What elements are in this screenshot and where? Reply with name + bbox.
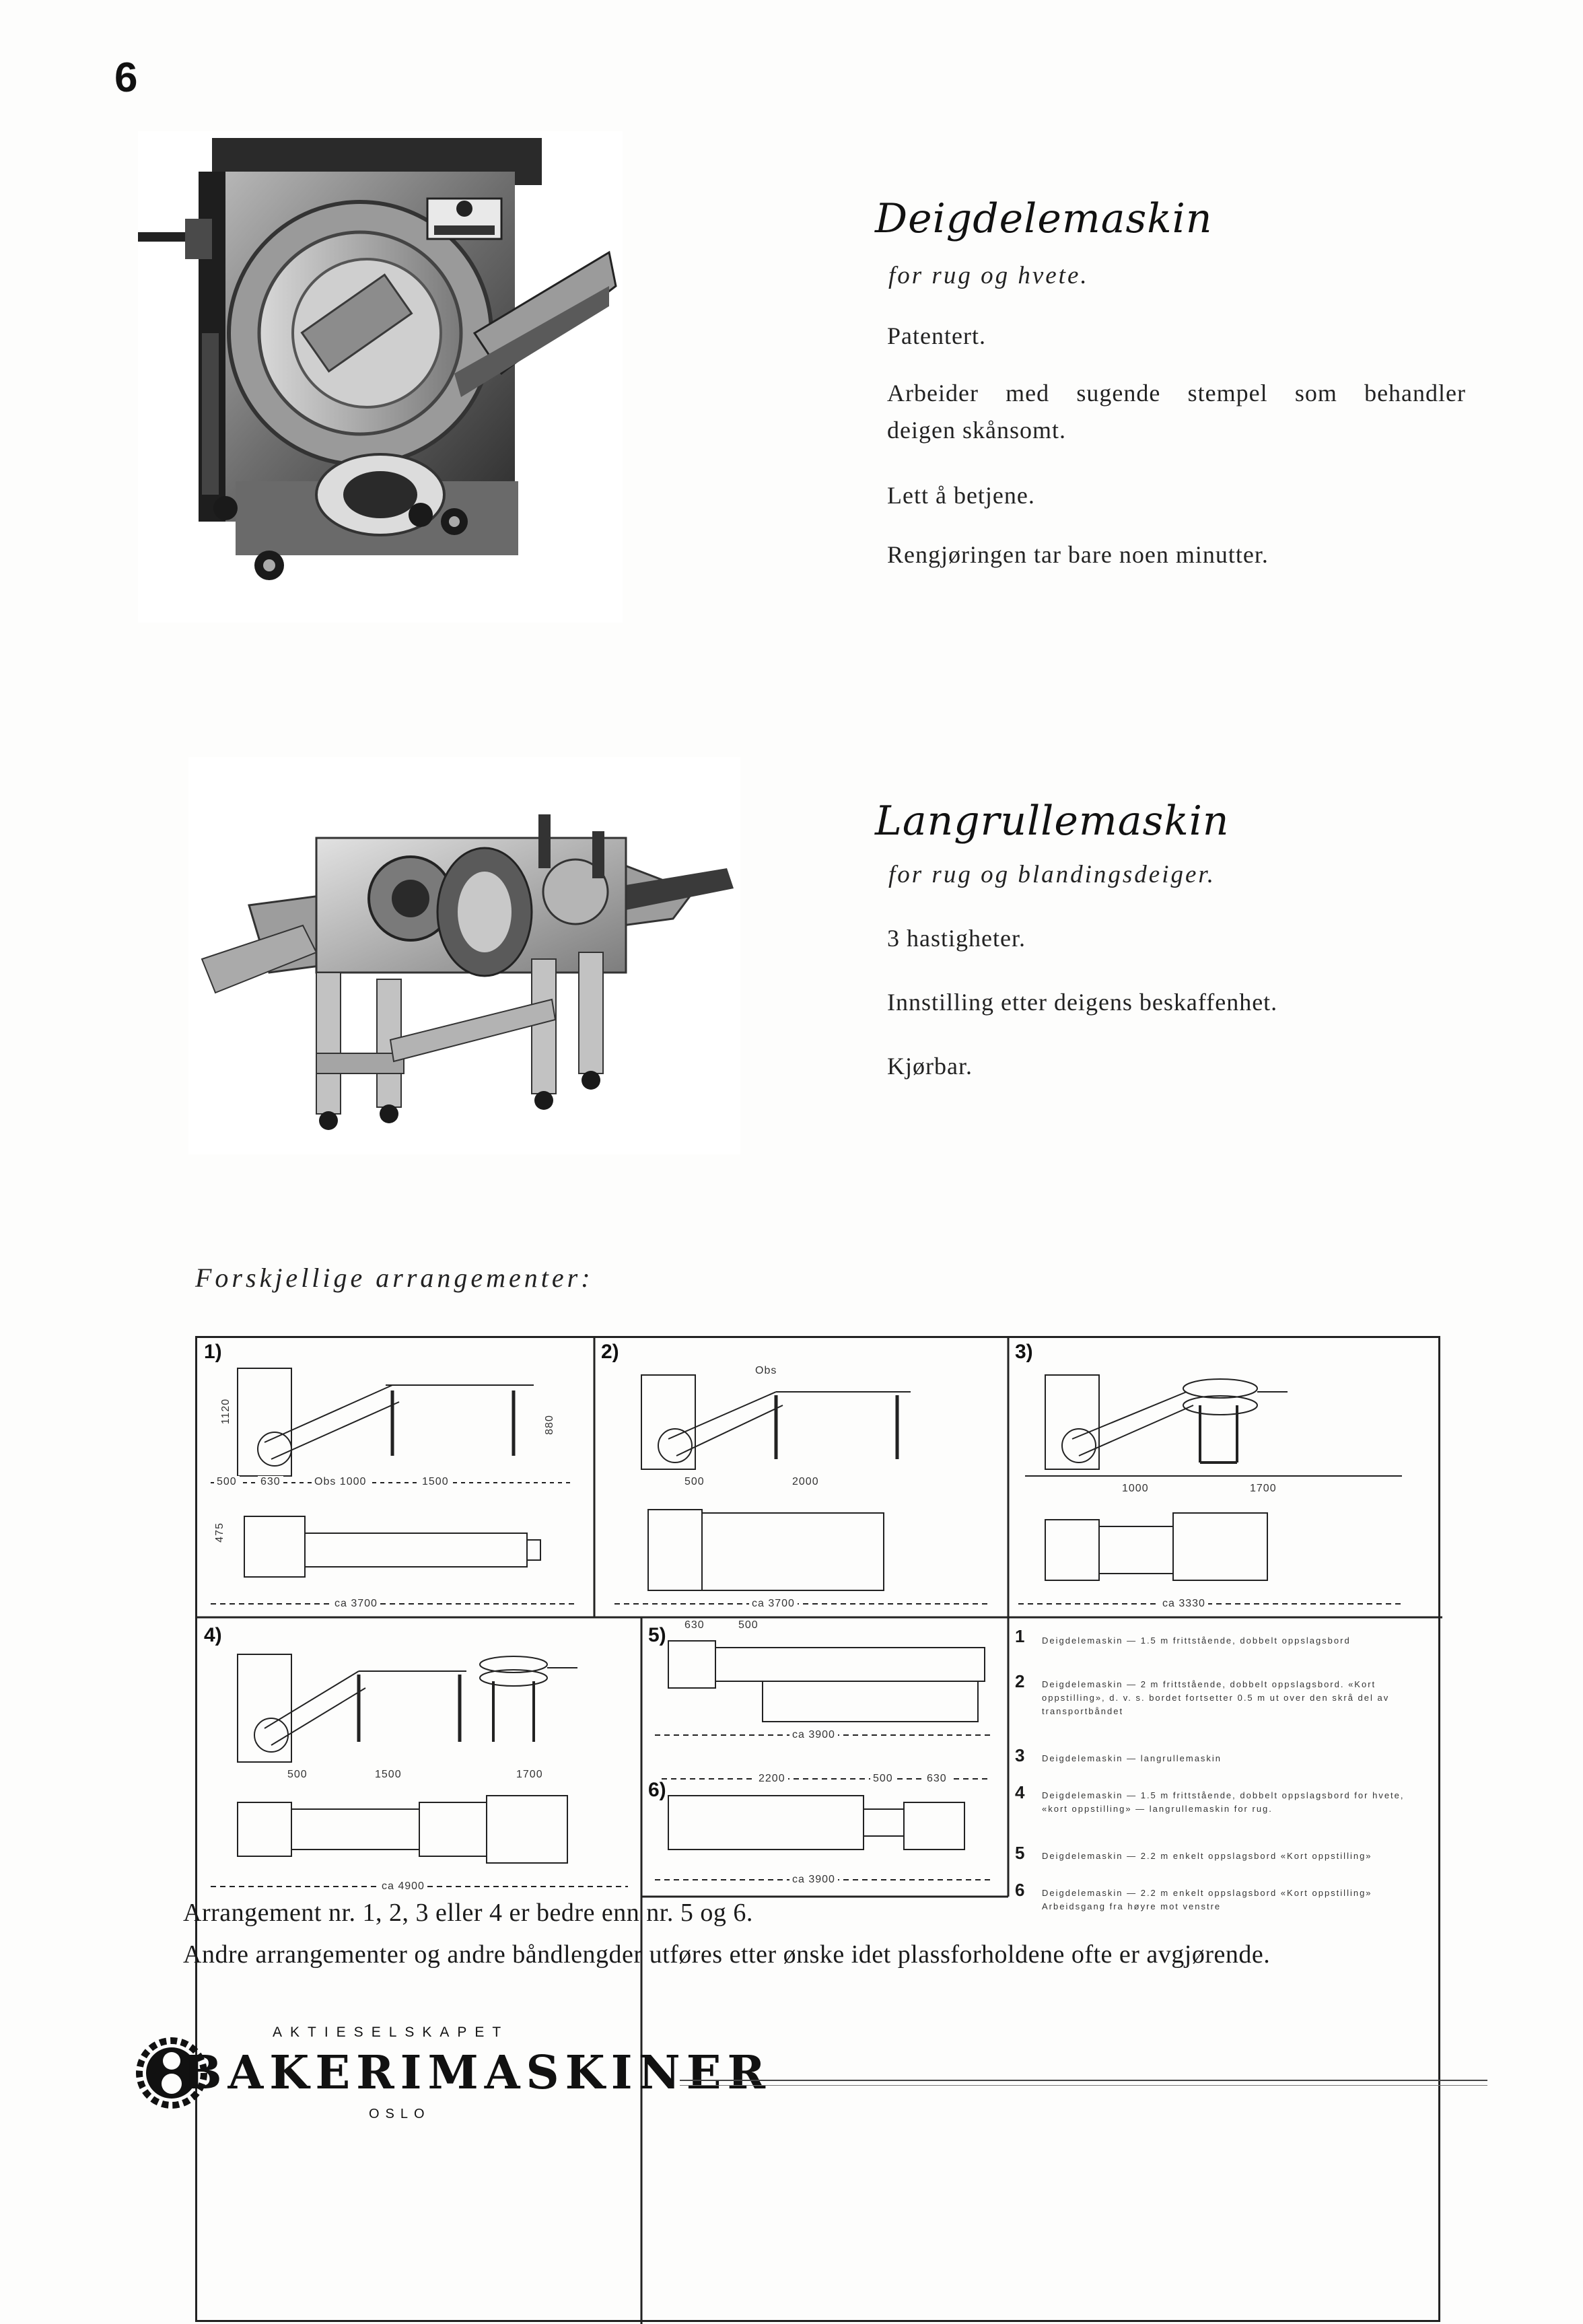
- legend-number: 5: [1015, 1843, 1025, 1863]
- feature-line: deigen skånsomt.: [887, 417, 1066, 444]
- feature-line: Lett å betjene.: [887, 482, 1035, 509]
- arrangement-2-drawing: [614, 1375, 991, 1604]
- product-subtitle-divider: for rug og hvete.: [888, 262, 1089, 289]
- arrangement-5-label: 5): [648, 1624, 666, 1646]
- feature-line: Rengjøringen tar bare noen minutter.: [887, 541, 1269, 568]
- dimension-label: 475: [214, 1520, 226, 1545]
- arrangements-diagram: [195, 1336, 1440, 2322]
- dimension-label: 1500: [419, 1476, 452, 1488]
- dimension-label: 1000: [1119, 1483, 1152, 1495]
- legend-number: 1: [1015, 1626, 1025, 1646]
- dough-divider-photo: [138, 131, 623, 623]
- product-title-roller: Langrullemaskin: [875, 798, 1230, 845]
- company-prefix: AKTIESELSKAPET: [273, 2024, 509, 2040]
- product-subtitle-roller: for rug og blandingsdeiger.: [888, 861, 1216, 888]
- product-title-divider: Deigdelemaskin: [875, 195, 1213, 242]
- legend-text: Deigdelemaskin — 1.5 m frittstående, dobbelt oppslagsbord for hvete, «kort oppstilling» — langrullemaskin for rug.: [1042, 1790, 1405, 1815]
- dimension-label: 500: [736, 1619, 761, 1631]
- legend-text: Deigdelemaskin — langrullemaskin: [1042, 1753, 1222, 1763]
- legend-number: 4: [1015, 1782, 1025, 1802]
- arrangement-4-drawing: [211, 1654, 628, 1887]
- feature-line: Arbeider med sugende stempel som behandler: [887, 380, 1466, 407]
- dimension-label: 500: [285, 1769, 310, 1781]
- arrangement-1-label: 1): [204, 1341, 222, 1363]
- dimension-label: ca 3330: [1160, 1598, 1208, 1610]
- dimension-label: 500: [870, 1773, 896, 1785]
- arrangement-3-label: 3): [1015, 1341, 1033, 1363]
- arrangement-3-drawing: [1018, 1375, 1402, 1604]
- page-number: 6: [114, 55, 138, 101]
- dimension-label: 1700: [1247, 1483, 1279, 1495]
- dimension-label: 1700: [514, 1769, 546, 1781]
- arrangements-heading: Forskjellige arrangementer:: [195, 1263, 594, 1293]
- dimension-label: 2200: [756, 1773, 788, 1785]
- arrangement-note: Arrangement nr. 1, 2, 3 eller 4 er bedre enn nr. 5 og 6.: [183, 1899, 753, 1927]
- arrangement-6-drawing: [655, 1779, 991, 1880]
- dimension-label: Obs 1000: [312, 1476, 369, 1488]
- legend-text: Deigdelemaskin — 2.2 m enkelt oppslagsbord «Kort oppstilling»: [1042, 1851, 1372, 1861]
- dimension-label: 880: [544, 1412, 556, 1438]
- arrangement-2-label: 2): [601, 1341, 619, 1363]
- legend-text: Deigdelemaskin — 1.5 m frittstående, dobbelt oppslagsbord: [1042, 1635, 1351, 1646]
- dimension-label: ca 4900: [379, 1880, 427, 1893]
- feature-line: Patentert.: [887, 322, 986, 349]
- arrangement-4-label: 4): [204, 1624, 222, 1646]
- arrangement-5-drawing: [655, 1641, 991, 1735]
- dimension-label: Obs: [752, 1365, 779, 1377]
- dimension-label: 500: [214, 1476, 240, 1488]
- dimension-label: 2000: [789, 1476, 822, 1488]
- dimension-label: 630: [682, 1619, 707, 1631]
- dimension-label: ca 3700: [749, 1598, 798, 1610]
- arrangement-note: Andre arrangementer og andre båndlengder utføres etter ønske idet plassforholdene ofte er avgjørende.: [183, 1940, 1271, 1969]
- dimension-label: ca 3900: [789, 1874, 838, 1886]
- dimension-label: 1120: [220, 1396, 232, 1427]
- dimension-label: 630: [258, 1476, 283, 1488]
- feature-line: Innstilling etter deigens beskaffenhet.: [887, 989, 1278, 1016]
- long-roller-photo: [188, 757, 740, 1154]
- dimension-label: 630: [924, 1773, 950, 1785]
- dimension-label: ca 3900: [789, 1729, 838, 1741]
- feature-line: 3 hastigheter.: [887, 925, 1026, 952]
- legend-number: 2: [1015, 1671, 1025, 1691]
- feature-line: Kjørbar.: [887, 1053, 973, 1080]
- legend-number: 6: [1015, 1880, 1025, 1900]
- company-city: OSLO: [369, 2107, 431, 2121]
- company-name: BAKERIMASKINER: [183, 2046, 772, 2100]
- footer-rule: [680, 2080, 1487, 2081]
- arrangement-6-label: 6): [648, 1779, 666, 1801]
- dimension-label: 1500: [372, 1769, 404, 1781]
- legend-text: Deigdelemaskin — 2.2 m enkelt oppslagsbord «Kort oppstilling» Arbeidsgang fra høyre mot venstre: [1042, 1888, 1372, 1912]
- legend-text: Deigdelemaskin — 2 m frittstående, dobbelt oppslagsbord. «Kort oppstilling», d. v. s. bordet fortsetter 0.5 m ut over den skrå del av transportbåndet: [1042, 1679, 1390, 1717]
- dimension-label: 500: [682, 1476, 707, 1488]
- dimension-label: ca 3700: [332, 1598, 380, 1610]
- legend-number: 3: [1015, 1745, 1025, 1765]
- footer-rule: [680, 2085, 1487, 2086]
